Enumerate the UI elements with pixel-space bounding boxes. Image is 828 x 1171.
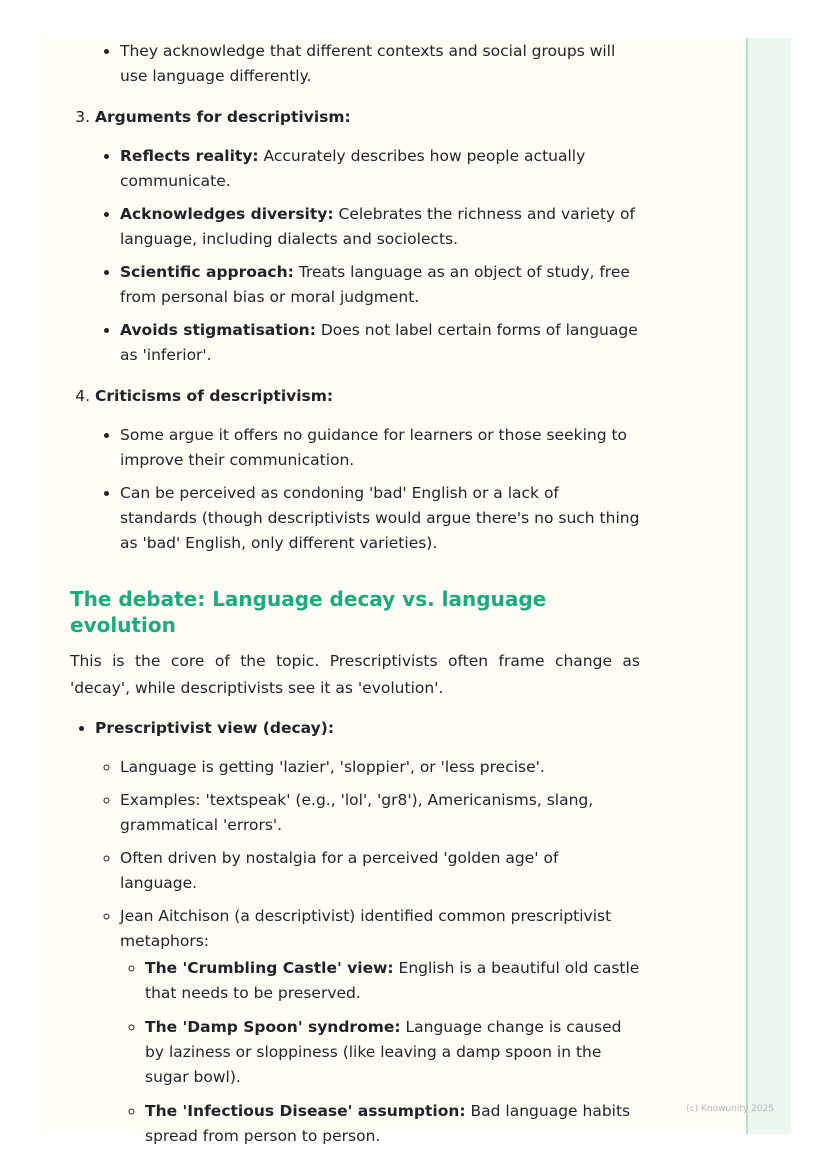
item-label: Acknowledges diversity: [120, 205, 334, 223]
section-heading [95, 384, 640, 409]
item-text: Jean Aitchison (a descriptivist) identified common prescriptivist metaphors: [120, 907, 612, 950]
item-label: The 'Damp Spoon' syndrome: [145, 1018, 401, 1036]
list-item [120, 144, 640, 194]
list-item: • They acknowledge that different contexts and social groups will use language differently. [120, 39, 640, 89]
list-item [120, 202, 640, 252]
item-label: Reflects reality: [120, 147, 259, 165]
list-item: • Can be perceived as condoning 'bad' English or a lack of standards (though descriptivists would argue there's no such thing as 'bad' English, only different varieties). [120, 481, 640, 556]
item-label: Scientific approach: [120, 263, 294, 281]
item-text: Bad language habits spread from person to person. [145, 1102, 631, 1145]
item-label: The 'Crumbling Castle' view: [145, 959, 394, 977]
prescriptivist-view [95, 716, 640, 1149]
document-content [70, 39, 640, 1159]
item-text: Celebrates the richness and variety of language, including dialects and sociolects. [120, 205, 635, 248]
item-text: Treats language as an object of study, free from personal bias or moral judgment. [120, 263, 630, 306]
debate-list [70, 716, 640, 1149]
metaphor-list [120, 956, 640, 1149]
top-bullet-list [70, 39, 640, 89]
list-item [120, 260, 640, 310]
list-item [120, 318, 640, 368]
debate-intro: This is the core of the topic. Prescriptivists often frame change as 'decay', while descriptivists see it as 'evolution'. [70, 652, 640, 697]
list-item [145, 956, 640, 1006]
footer-copyright: (c) Knowunity 2025 [686, 1104, 774, 1114]
list-item: ◦ Examples: 'textspeak' (e.g., 'lol', 'gr8'), Americanisms, slang, grammatical 'errors'. [120, 788, 640, 838]
item-text: Does not label certain forms of language as 'inferior'. [120, 321, 638, 364]
prescriptivist-points [95, 755, 640, 1149]
side-margin [748, 38, 791, 1134]
list-item: • Some argue it offers no guidance for learners or those seeking to improve their communication. [120, 423, 640, 473]
list-item: ◦ Often driven by nostalgia for a perceived 'golden age' of language. [120, 846, 640, 896]
section-heading-text: Criticisms of descriptivism: [95, 387, 334, 405]
section-4 [70, 384, 640, 409]
section-heading [95, 105, 640, 130]
prescriptivist-label: Prescriptivist view (decay): [95, 719, 335, 737]
section-heading-text: Arguments for descriptivism: [95, 108, 351, 126]
item-text: English is a beautiful old castle that needs to be preserved. [145, 959, 640, 1002]
list-item [145, 1015, 640, 1090]
item-text: Language change is caused by laziness or sloppiness (like leaving a damp spoon in the sugar bowl). [145, 1018, 622, 1086]
section-3 [70, 105, 640, 130]
item-text: Accurately describes how people actually communicate. [120, 147, 586, 190]
section-3-list [70, 144, 640, 368]
list-item: ◦ Language is getting 'lazier', 'sloppier', or 'less precise'. [120, 755, 640, 780]
item-label: The 'Infectious Disease' assumption: [145, 1102, 466, 1120]
section-4-list [70, 423, 640, 556]
item-label: Avoids stigmatisation: [120, 321, 316, 339]
list-item [120, 904, 640, 1149]
list-item [145, 1099, 640, 1149]
debate-heading: The debate: Language decay vs. language evolution [70, 587, 547, 637]
